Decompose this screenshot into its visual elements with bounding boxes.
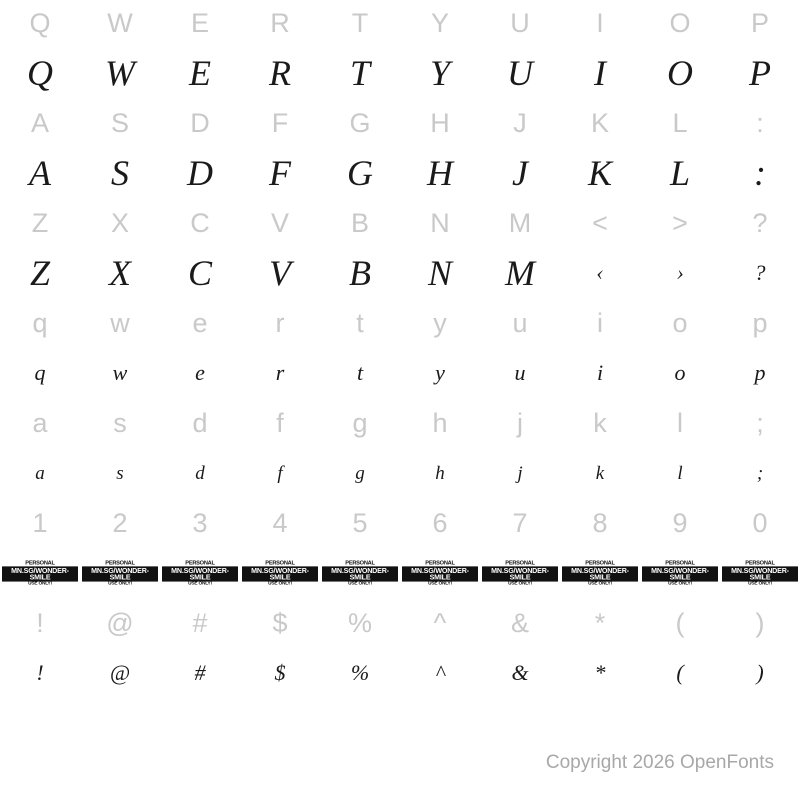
glyph-sample: k bbox=[595, 462, 605, 484]
glyph-sample: E bbox=[189, 53, 211, 93]
personal-use-watermark bbox=[162, 560, 238, 586]
glyph-sample: I bbox=[594, 53, 606, 93]
watermark-line-2: MN.SG/WONDER-SMILE bbox=[82, 566, 158, 581]
glyph-sample: $ bbox=[274, 660, 286, 685]
watermark-line-3: USE ONLY! bbox=[508, 580, 532, 586]
glyph-sample: U bbox=[507, 53, 533, 93]
watermark-line-3: USE ONLY! bbox=[748, 580, 772, 586]
glyph-sample: & bbox=[511, 660, 529, 685]
watermark-line-1: PERSONAL bbox=[425, 560, 455, 566]
key-label: ? bbox=[752, 207, 768, 238]
glyph-sample: ( bbox=[676, 660, 684, 685]
watermark-line-3: USE ONLY! bbox=[588, 580, 612, 586]
key-label: g bbox=[352, 407, 368, 438]
glyph-sample: l bbox=[677, 462, 683, 484]
watermark-line-1: PERSONAL bbox=[265, 560, 295, 566]
key-label: p bbox=[752, 307, 768, 338]
glyph-sample: : bbox=[754, 153, 766, 193]
watermark-line-1: PERSONAL bbox=[185, 560, 215, 566]
glyph-sample: L bbox=[669, 153, 691, 193]
glyph-sample: ^ bbox=[435, 660, 445, 685]
key-label: ( bbox=[675, 607, 685, 638]
key-label: f bbox=[276, 407, 284, 438]
key-label: d bbox=[192, 407, 208, 438]
key-label: < bbox=[592, 207, 608, 238]
glyph-sample: C bbox=[187, 253, 212, 293]
key-label: X bbox=[110, 207, 129, 238]
watermark-cell bbox=[640, 560, 720, 587]
glyph-sample: T bbox=[349, 53, 371, 93]
key-label: ! bbox=[36, 607, 44, 638]
personal-use-watermark bbox=[322, 560, 398, 586]
watermark-cell bbox=[320, 560, 400, 587]
glyph-sample: R bbox=[269, 53, 291, 93]
glyph-samples bbox=[0, 346, 800, 400]
key-label: A bbox=[30, 107, 49, 138]
glyph-sample: K bbox=[587, 153, 612, 193]
glyph-sample: t bbox=[356, 360, 364, 385]
key-labels bbox=[0, 600, 800, 646]
personal-use-watermark bbox=[402, 560, 478, 586]
personal-use-watermark bbox=[82, 560, 158, 586]
key-label: : bbox=[756, 107, 764, 138]
row-asdf-lower bbox=[0, 400, 800, 500]
watermark-line-2: MN.SG/WONDER-SMILE bbox=[242, 566, 318, 581]
watermark-line-2: MN.SG/WONDER-SMILE bbox=[322, 566, 398, 581]
watermark-line-1: PERSONAL bbox=[345, 560, 375, 566]
personal-use-watermark bbox=[562, 560, 638, 586]
glyph-sample: g bbox=[355, 462, 365, 484]
key-labels bbox=[0, 400, 800, 446]
glyph-sample: J bbox=[512, 153, 528, 193]
watermark-line-3: USE ONLY! bbox=[348, 580, 372, 586]
key-label: a bbox=[32, 407, 48, 438]
key-label: l bbox=[677, 407, 683, 438]
glyph-sample: o bbox=[674, 360, 686, 385]
key-label: $ bbox=[272, 607, 288, 638]
key-label: y bbox=[433, 307, 447, 338]
watermark-cell bbox=[160, 560, 240, 587]
key-label: 3 bbox=[192, 507, 208, 538]
key-label: F bbox=[271, 107, 289, 138]
key-label: 8 bbox=[592, 507, 608, 538]
key-label: P bbox=[750, 7, 769, 38]
watermark-line-2: MN.SG/WONDER-SMILE bbox=[642, 566, 718, 581]
glyph-sample: % bbox=[350, 660, 370, 685]
watermark-cell bbox=[80, 560, 160, 587]
watermark-cell bbox=[0, 560, 80, 587]
watermark-line-1: PERSONAL bbox=[505, 560, 535, 566]
personal-use-watermark bbox=[642, 560, 718, 586]
key-label: u bbox=[512, 307, 528, 338]
key-labels bbox=[0, 500, 800, 546]
glyph-sample: V bbox=[269, 253, 291, 293]
glyph-sample: A bbox=[29, 153, 51, 193]
glyph-sample: ; bbox=[756, 462, 764, 484]
key-label: C bbox=[190, 207, 210, 238]
glyph-sample: H bbox=[427, 153, 453, 193]
glyph-sample: ‹ bbox=[596, 260, 604, 285]
glyph-sample: D bbox=[187, 153, 213, 193]
key-label: B bbox=[350, 207, 369, 238]
watermark-line-2: MN.SG/WONDER-SMILE bbox=[482, 566, 558, 581]
glyph-sample: * bbox=[594, 660, 606, 685]
glyph-sample: a bbox=[35, 462, 45, 484]
key-label: S bbox=[110, 107, 129, 138]
glyph-sample: j bbox=[517, 462, 523, 484]
key-label: ^ bbox=[433, 607, 447, 638]
key-label: w bbox=[110, 307, 130, 338]
glyph-sample: M bbox=[505, 253, 535, 293]
glyph-sample: P bbox=[749, 53, 771, 93]
key-labels bbox=[0, 0, 800, 46]
key-label: N bbox=[430, 207, 450, 238]
key-label: D bbox=[190, 107, 210, 138]
glyph-sample: @ bbox=[109, 660, 131, 685]
key-label: % bbox=[347, 607, 372, 638]
watermark-line-1: PERSONAL bbox=[105, 560, 135, 566]
row-symbols bbox=[0, 600, 800, 700]
key-label: Q bbox=[29, 7, 51, 38]
glyph-sample: s bbox=[116, 462, 124, 484]
key-label: 9 bbox=[672, 507, 688, 538]
glyph-samples bbox=[0, 646, 800, 700]
key-label: V bbox=[270, 207, 289, 238]
key-label: M bbox=[508, 207, 532, 238]
key-label: & bbox=[510, 607, 529, 638]
watermark-line-3: USE ONLY! bbox=[28, 580, 52, 586]
watermark-line-3: USE ONLY! bbox=[188, 580, 212, 586]
key-label: o bbox=[672, 307, 688, 338]
watermark-cell bbox=[720, 560, 800, 587]
key-label: ) bbox=[755, 607, 765, 638]
glyph-sample: f bbox=[277, 462, 283, 484]
key-label: 5 bbox=[352, 507, 368, 538]
key-label: Z bbox=[31, 207, 49, 238]
personal-use-watermark bbox=[722, 560, 798, 586]
glyph-sample: u bbox=[514, 360, 526, 385]
key-labels bbox=[0, 100, 800, 146]
key-label: k bbox=[593, 407, 607, 438]
watermark-line-2: MN.SG/WONDER-SMILE bbox=[562, 566, 638, 581]
key-label: 4 bbox=[272, 507, 288, 538]
glyph-sample: y bbox=[435, 360, 445, 385]
key-label: q bbox=[32, 307, 48, 338]
key-label: i bbox=[597, 307, 603, 338]
watermark-line-2: MN.SG/WONDER-SMILE bbox=[722, 566, 798, 581]
watermark-line-3: USE ONLY! bbox=[668, 580, 692, 586]
key-label: j bbox=[517, 407, 523, 438]
watermark-line-1: PERSONAL bbox=[745, 560, 775, 566]
key-label: h bbox=[432, 407, 448, 438]
row-digits bbox=[0, 500, 800, 600]
glyph-sample: Y bbox=[429, 53, 451, 93]
key-label: I bbox=[596, 7, 604, 38]
glyph-sample: r bbox=[275, 360, 285, 385]
key-label: R bbox=[270, 7, 290, 38]
watermark-line-1: PERSONAL bbox=[665, 560, 695, 566]
key-label: e bbox=[192, 307, 208, 338]
row-qwerty-lower bbox=[0, 300, 800, 400]
key-label: W bbox=[107, 7, 133, 38]
glyph-sample: S bbox=[111, 153, 129, 193]
key-label: s bbox=[113, 407, 127, 438]
glyph-sample: q bbox=[34, 360, 46, 385]
key-label: t bbox=[356, 307, 364, 338]
key-label: 0 bbox=[752, 507, 768, 538]
row-zxcv-upper bbox=[0, 200, 800, 300]
glyph-sample: Z bbox=[29, 253, 51, 293]
glyph-sample: e bbox=[195, 360, 205, 385]
key-label: @ bbox=[106, 607, 134, 638]
watermark-line-2: MN.SG/WONDER-SMILE bbox=[402, 566, 478, 581]
glyph-sample: W bbox=[105, 53, 135, 93]
glyph-sample: › bbox=[676, 260, 684, 285]
watermark-row bbox=[0, 546, 800, 600]
key-label: 2 bbox=[112, 507, 128, 538]
glyph-sample: G bbox=[347, 153, 373, 193]
row-qwerty-upper bbox=[0, 0, 800, 100]
glyph-sample: h bbox=[435, 462, 445, 484]
glyph-samples bbox=[0, 446, 800, 500]
glyph-sample: d bbox=[195, 462, 205, 484]
key-label: U bbox=[510, 7, 530, 38]
row-asdf-upper bbox=[0, 100, 800, 200]
watermark-line-3: USE ONLY! bbox=[268, 580, 292, 586]
personal-use-watermark bbox=[242, 560, 318, 586]
key-label: 6 bbox=[432, 507, 448, 538]
key-label: G bbox=[349, 107, 371, 138]
glyph-sample: w bbox=[112, 360, 128, 385]
watermark-cell bbox=[240, 560, 320, 587]
watermark-line-2: MN.SG/WONDER-SMILE bbox=[2, 566, 78, 581]
copyright-footer: Copyright 2026 OpenFonts bbox=[545, 752, 774, 773]
key-labels bbox=[0, 300, 800, 346]
glyph-sample: X bbox=[109, 253, 131, 293]
glyph-sample: ! bbox=[36, 660, 44, 685]
watermark-line-2: MN.SG/WONDER-SMILE bbox=[162, 566, 238, 581]
glyph-sample: ? bbox=[754, 260, 766, 285]
watermark-line-1: PERSONAL bbox=[25, 560, 55, 566]
key-label: 7 bbox=[512, 507, 528, 538]
watermark-line-3: USE ONLY! bbox=[428, 580, 452, 586]
glyph-sample: ) bbox=[756, 660, 764, 685]
watermark-line-3: USE ONLY! bbox=[108, 580, 132, 586]
glyph-samples bbox=[0, 246, 800, 300]
glyph-sample: # bbox=[194, 660, 206, 685]
key-label: O bbox=[669, 7, 691, 38]
key-label: J bbox=[513, 107, 527, 138]
glyph-sample: Q bbox=[27, 53, 53, 93]
key-label: > bbox=[672, 207, 688, 238]
watermark-cell bbox=[560, 560, 640, 587]
key-label: H bbox=[430, 107, 450, 138]
watermark-cell bbox=[400, 560, 480, 587]
glyph-sample: p bbox=[754, 360, 766, 385]
key-label: r bbox=[275, 307, 285, 338]
personal-use-watermark bbox=[482, 560, 558, 586]
glyph-sample: i bbox=[596, 360, 604, 385]
key-label: Y bbox=[430, 7, 449, 38]
key-label: K bbox=[590, 107, 609, 138]
glyph-samples bbox=[0, 46, 800, 100]
personal-use-watermark bbox=[2, 560, 78, 586]
glyph-samples bbox=[0, 146, 800, 200]
key-labels bbox=[0, 200, 800, 246]
key-label: # bbox=[192, 607, 208, 638]
key-label: ; bbox=[756, 407, 764, 438]
key-label: L bbox=[672, 107, 688, 138]
glyph-sample: F bbox=[269, 153, 291, 193]
key-label: 1 bbox=[32, 507, 48, 538]
watermark-line-1: PERSONAL bbox=[585, 560, 615, 566]
key-label: E bbox=[190, 7, 209, 38]
glyph-sample: N bbox=[427, 253, 452, 293]
glyph-sample: O bbox=[667, 53, 693, 93]
key-label: T bbox=[351, 7, 369, 38]
watermark-cell bbox=[480, 560, 560, 587]
glyph-sample: B bbox=[349, 253, 371, 293]
key-label: * bbox=[594, 607, 606, 638]
